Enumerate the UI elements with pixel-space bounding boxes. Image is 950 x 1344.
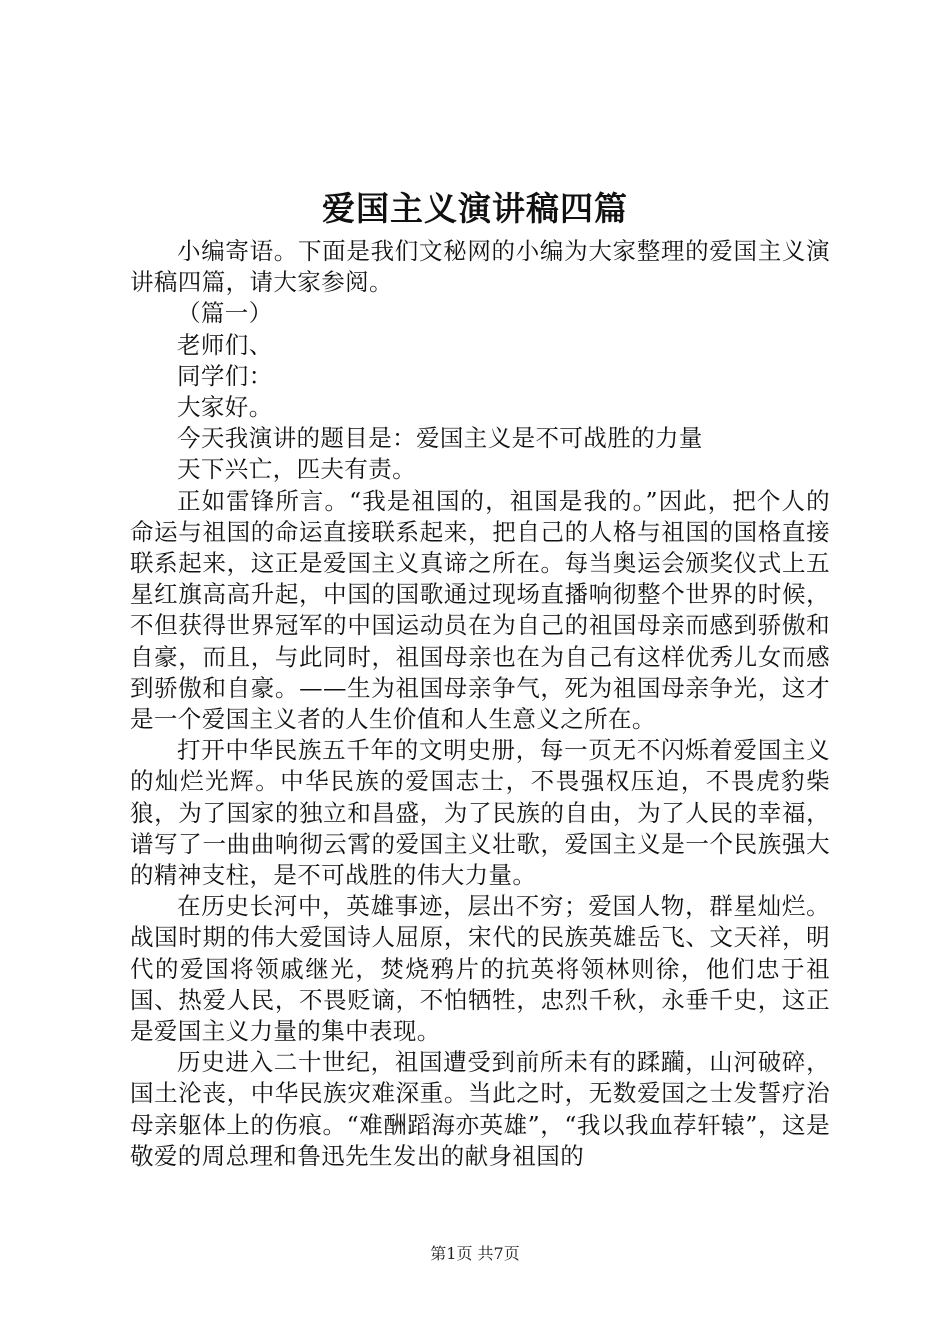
paragraph-greeting-teachers: 老师们、 [177,330,273,359]
paragraph-intro: 小编寄语。下面是我们文秘网的小编为大家整理的爱国主义演讲稿四篇，请大家参阅。 [130,237,830,297]
paragraph-body: 历史进入二十世纪，祖国遭受到前所未有的蹂躏，山河破碎，国土沦丧，中华民族灾难深重。当此之时，无数爱国之士发誓疗治母亲躯体上的伤痕。“难酬蹈海亦英雄”，“我以我血荐轩辕”，这是敬爱的周总理和鲁迅先生发出的献身祖国的 [130,1048,830,1170]
paragraph-body: 正如雷锋所言。“我是祖国的，祖国是我的。”因此，把个人的命运与祖国的命运直接联系起来，把自己的人格与祖国的国格直接联系起来，这正是爱国主义真谛之所在。每当奥运会颁奖仪式上五星红旗高高升起，中国的国歌通过现场直播响彻整个世界的时候，不但获得世界冠军的中国运动员在为自己的祖国母亲而感到骄傲和自豪，而且，与此同时，祖国母亲也在为自己有这样优秀儿女而感到骄傲和自豪。——生为祖国母亲争气，死为祖国母亲争光，这才是一个爱国主义者的人生价值和人生意义之所在。 [130,486,830,734]
paragraph-body: 打开中华民族五千年的文明史册，每一页无不闪烁着爱国主义的灿烂光辉。中华民族的爱国志士，不畏强权压迫，不畏虎豹柴狼，为了国家的独立和昌盛，为了民族的自由，为了人民的幸福，谱写了一曲曲响彻云霄的爱国主义壮歌，爱国主义是一个民族强大的精神支柱，是不可战胜的伟大力量。 [130,736,830,890]
document-title: 爱国主义演讲稿四篇 [322,189,628,228]
paragraph-greeting-all: 大家好。 [177,393,273,422]
paragraph-section-label: （篇一） [177,299,273,328]
paragraph-body: 在历史长河中，英雄事迹，层出不穷；爱国人物，群星灿烂。战国时期的伟大爱国诗人屈原，宋代的民族英雄岳飞、文天祥，明代的爱国将领戚继光，焚烧鸦片的抗英将领林则徐，他们忠于祖国、热爱人民，不畏贬谪，不怕牺牲，忠烈千秋，永垂千史，这正是爱国主义力量的集中表现。 [130,892,830,1046]
page-number: 第1页 共7页 [430,1244,520,1263]
paragraph-greeting-students: 同学们： [177,361,273,390]
paragraph-proverb: 天下兴亡，匹夫有责。 [177,455,416,484]
document-body [130,236,830,1172]
paragraph-topic: 今天我演讲的题目是：爱国主义是不可战胜的力量 [177,424,703,453]
